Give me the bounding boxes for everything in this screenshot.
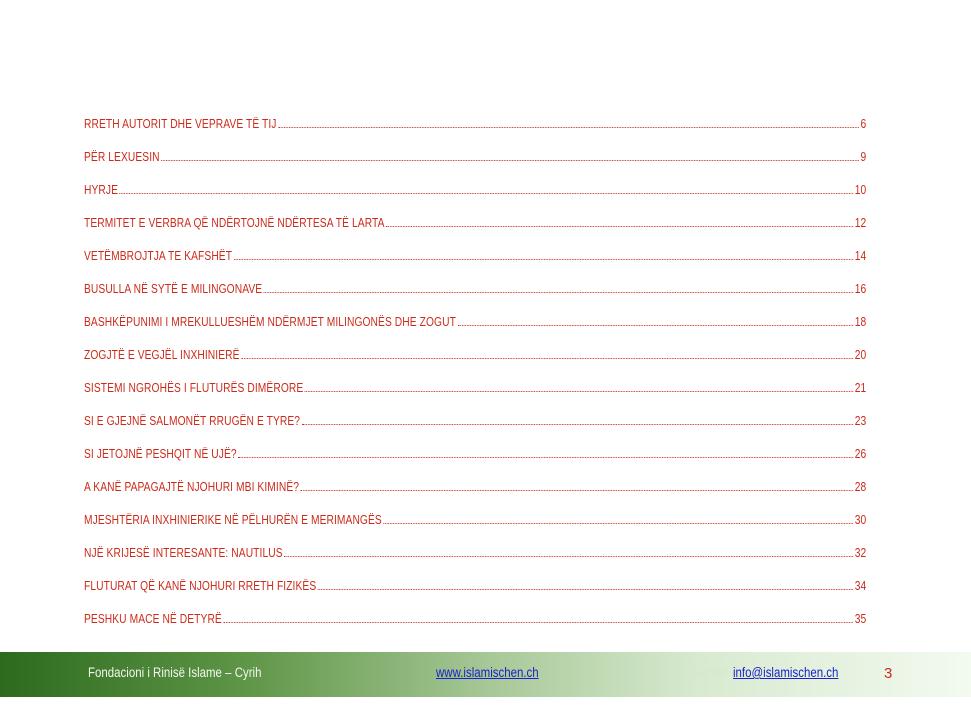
toc-entry[interactable] bbox=[84, 164, 866, 197]
toc-entry[interactable] bbox=[84, 230, 866, 263]
dot-leader bbox=[238, 457, 853, 458]
toc-entry-title: PËR LEXUESIN bbox=[84, 150, 160, 164]
toc-entry[interactable] bbox=[84, 428, 866, 461]
dot-leader bbox=[223, 622, 853, 623]
toc-entry[interactable] bbox=[84, 329, 866, 362]
page-number: 3 bbox=[884, 665, 893, 682]
toc-entry-page: 12 bbox=[854, 216, 867, 230]
toc-entry[interactable] bbox=[84, 263, 866, 296]
toc-entry-page: 34 bbox=[854, 579, 867, 593]
toc-entry[interactable] bbox=[84, 494, 866, 527]
dot-leader bbox=[241, 358, 853, 359]
toc-entry-title: FLUTURAT QË KANË NJOHURI RRETH FIZIKËS bbox=[84, 579, 317, 593]
toc-entry-title: A KANË PAPAGAJTË NJOHURI MBI KIMINË? bbox=[84, 480, 300, 494]
dot-leader bbox=[234, 259, 853, 260]
toc-entry-title: SI E GJEJNË SALMONËT RRUGËN E TYRE? bbox=[84, 414, 301, 428]
toc-entry-page: 32 bbox=[854, 546, 867, 560]
toc-entry-page: 28 bbox=[854, 480, 867, 494]
toc-entry-page: 23 bbox=[854, 414, 867, 428]
dot-leader bbox=[383, 523, 853, 524]
dot-leader bbox=[301, 490, 853, 491]
toc-entry-title: TERMITET E VERBRA QË NDËRTOJNË NDËRTESA TË LARTA bbox=[84, 216, 385, 230]
footer-bar bbox=[0, 652, 971, 697]
toc-entry[interactable] bbox=[84, 98, 866, 131]
toc-entry-title: SISTEMI NGROHËS I FLUTURËS DIMËRORE bbox=[84, 381, 304, 395]
toc-entry[interactable] bbox=[84, 527, 866, 560]
toc-entry-title: MJESHTËRIA INXHINIERIKE NË PËLHURËN E MERIMANGËS bbox=[84, 513, 382, 527]
email-link[interactable]: info@islamischen.ch bbox=[733, 665, 839, 680]
toc-entry-title: BUSULLA NË SYTË E MILINGONAVE bbox=[84, 282, 263, 296]
toc-entry-title: SI JETOJNË PESHQIT NË UJË? bbox=[84, 447, 237, 461]
toc-entry[interactable] bbox=[84, 362, 866, 395]
dot-leader bbox=[161, 160, 859, 161]
dot-leader bbox=[302, 424, 853, 425]
dot-leader bbox=[278, 127, 859, 128]
toc-entry-title: VETËMBROJTJA TE KAFSHËT bbox=[84, 249, 233, 263]
dot-leader bbox=[305, 391, 853, 392]
toc-entry[interactable] bbox=[84, 560, 866, 593]
website-link[interactable]: www.islamischen.ch bbox=[436, 665, 539, 680]
toc-entry-title: HYRJE bbox=[84, 183, 119, 197]
toc-entry-title: NJË KRIJESË INTERESANTE: NAUTILUS bbox=[84, 546, 283, 560]
toc-entry[interactable] bbox=[84, 461, 866, 494]
toc-entry[interactable] bbox=[84, 296, 866, 329]
toc-entry-page: 30 bbox=[854, 513, 867, 527]
toc-entry-page: 18 bbox=[854, 315, 867, 329]
email-label: e-mail: bbox=[694, 665, 729, 680]
toc-entry-page: 14 bbox=[854, 249, 867, 263]
toc-entry-page: 6 bbox=[860, 117, 867, 131]
toc-entry-title: ZOGJTË E VEGJËL INXHINIERË bbox=[84, 348, 240, 362]
dot-leader bbox=[264, 292, 853, 293]
dot-leader bbox=[120, 193, 853, 194]
toc-entry[interactable] bbox=[84, 593, 866, 626]
toc-entry-title: PESHKU MACE NË DETYRË bbox=[84, 612, 222, 626]
toc-entry-title: RRETH AUTORIT DHE VEPRAVE TË TIJ bbox=[84, 117, 277, 131]
organization-name: Fondacioni i Rinisë Islame – Cyrih bbox=[88, 665, 262, 680]
dot-leader bbox=[386, 226, 853, 227]
toc-entry[interactable] bbox=[84, 131, 866, 164]
toc-entry-page: 26 bbox=[854, 447, 867, 461]
toc-entry-page: 10 bbox=[854, 183, 867, 197]
toc-entry-page: 20 bbox=[854, 348, 867, 362]
dot-leader bbox=[284, 556, 853, 557]
toc-entry-page: 21 bbox=[854, 381, 867, 395]
dot-leader bbox=[318, 589, 853, 590]
table-of-contents bbox=[84, 98, 866, 626]
toc-entry-title: BASHKËPUNIMI I MREKULLUESHËM NDËRMJET MILINGONËS DHE ZOGUT bbox=[84, 315, 456, 329]
toc-entry[interactable] bbox=[84, 197, 866, 230]
toc-entry-page: 16 bbox=[854, 282, 867, 296]
toc-entry-page: 35 bbox=[854, 612, 867, 626]
toc-entry-page: 9 bbox=[860, 150, 867, 164]
dot-leader bbox=[458, 325, 854, 326]
toc-entry[interactable] bbox=[84, 395, 866, 428]
